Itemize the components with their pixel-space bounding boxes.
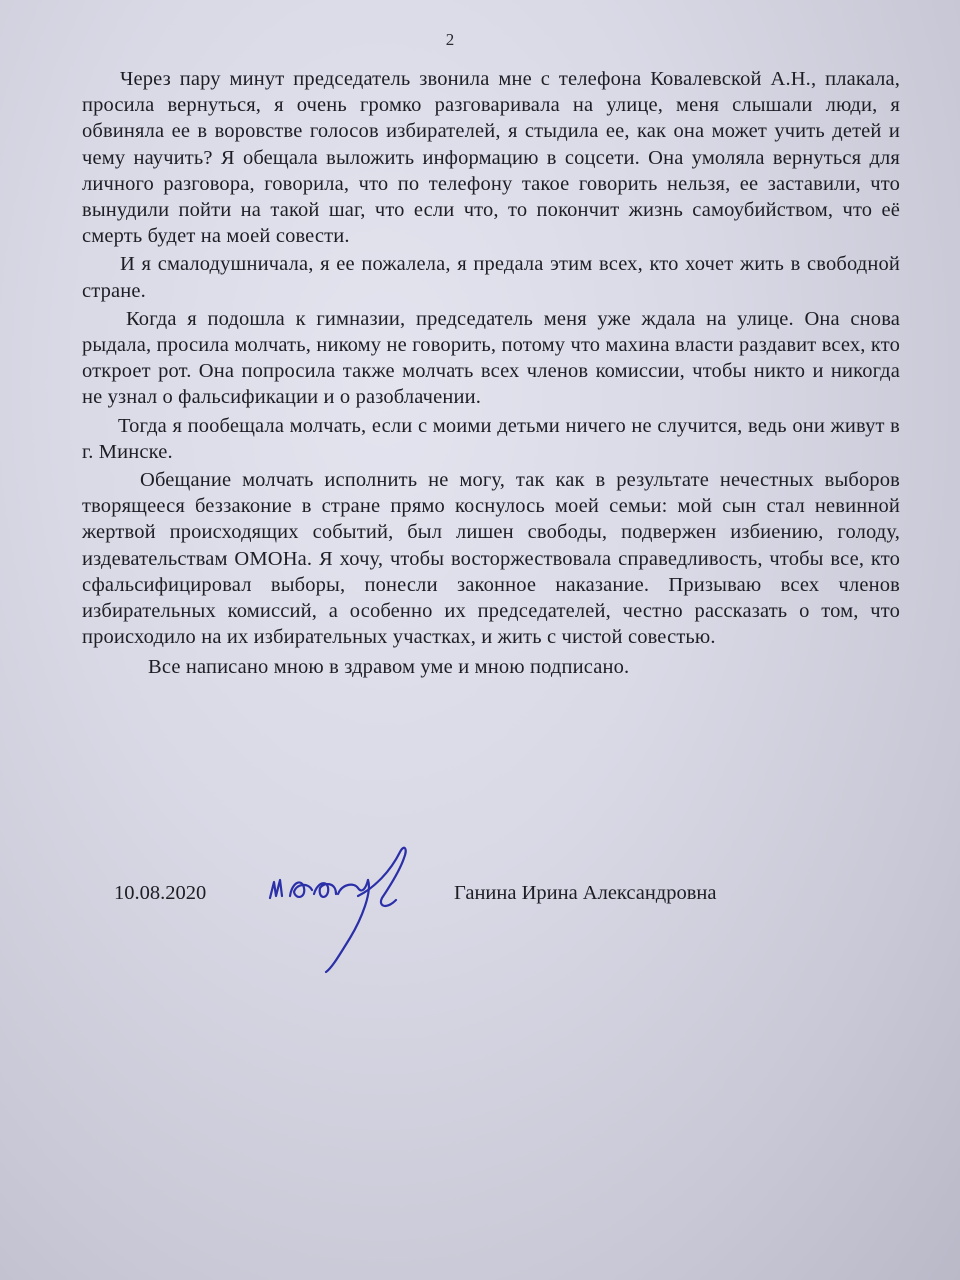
- paragraph-cannot-keep-promise: Обещание молчать исполнить не могу, так как в результате нечестных выборов творящееся беззаконие в стране прямо коснулось моей семьи: мой сын стал невинной жертвой происходящих событий, был лишен свободы, подвержен избиению, голоду, издевательствам ОМОНа. Я хочу, чтобы восторжествовала справедливость, чтобы все, кто сфальсифицировал выборы, понесли законное наказание. Призываю всех членов избирательных комиссий, а особенно их председателей, честно рассказать о том, что происходило на их избирательных участках, и жить с чистой совестью.: [82, 469, 900, 649]
- paragraph-pity: И я смалодушничала, я ее пожалела, я предала этим всех, кто хочет жить в свободной стране.: [82, 253, 900, 302]
- signer-name: Ганина Ирина Александровна: [454, 882, 717, 904]
- paragraph-gymnasium: Когда я подошла к гимназии, председатель меня уже ждала на улице. Она снова рыдала, просила молчать, никому не говорить, потому что махина власти раздавит всех, кто откроет рот. Она попросила также молчать всех членов комиссии, чтобы никто и никогда не узнал о фальсификации и о разоблачении.: [82, 307, 900, 409]
- paragraph-promise: Тогда я пообещала молчать, если с моими детьми ничего не случится, ведь они живут в г. Минске.: [82, 414, 900, 463]
- letter-body: [82, 66, 900, 681]
- signature-date: 10.08.2020: [114, 882, 207, 904]
- handwritten-signature: [262, 838, 422, 978]
- closing-statement: Все написано мною в здравом уме и мною подписано.: [148, 656, 630, 679]
- paragraph-phone-call: Через пару минут председатель звонила мне с телефона Ковалевской А.Н., плакала, просила вернуться, я очень громко разговаривала на улице, меня слышали люди, я обвиняла ее в воровстве голосов избирателей, я стыдила ее, как она может учить детей и чему научить? Я обещала выложить информацию в соцсети. Она умоляла вернуться для личного разговора, говорила, что по телефону такое говорить нельзя, ее заставили, что вынудили пойти на такой шаг, что если что, то покончит жизнь самоубийством, что её смерть будет на моей совести.: [82, 68, 900, 248]
- page-number: 2: [445, 30, 455, 49]
